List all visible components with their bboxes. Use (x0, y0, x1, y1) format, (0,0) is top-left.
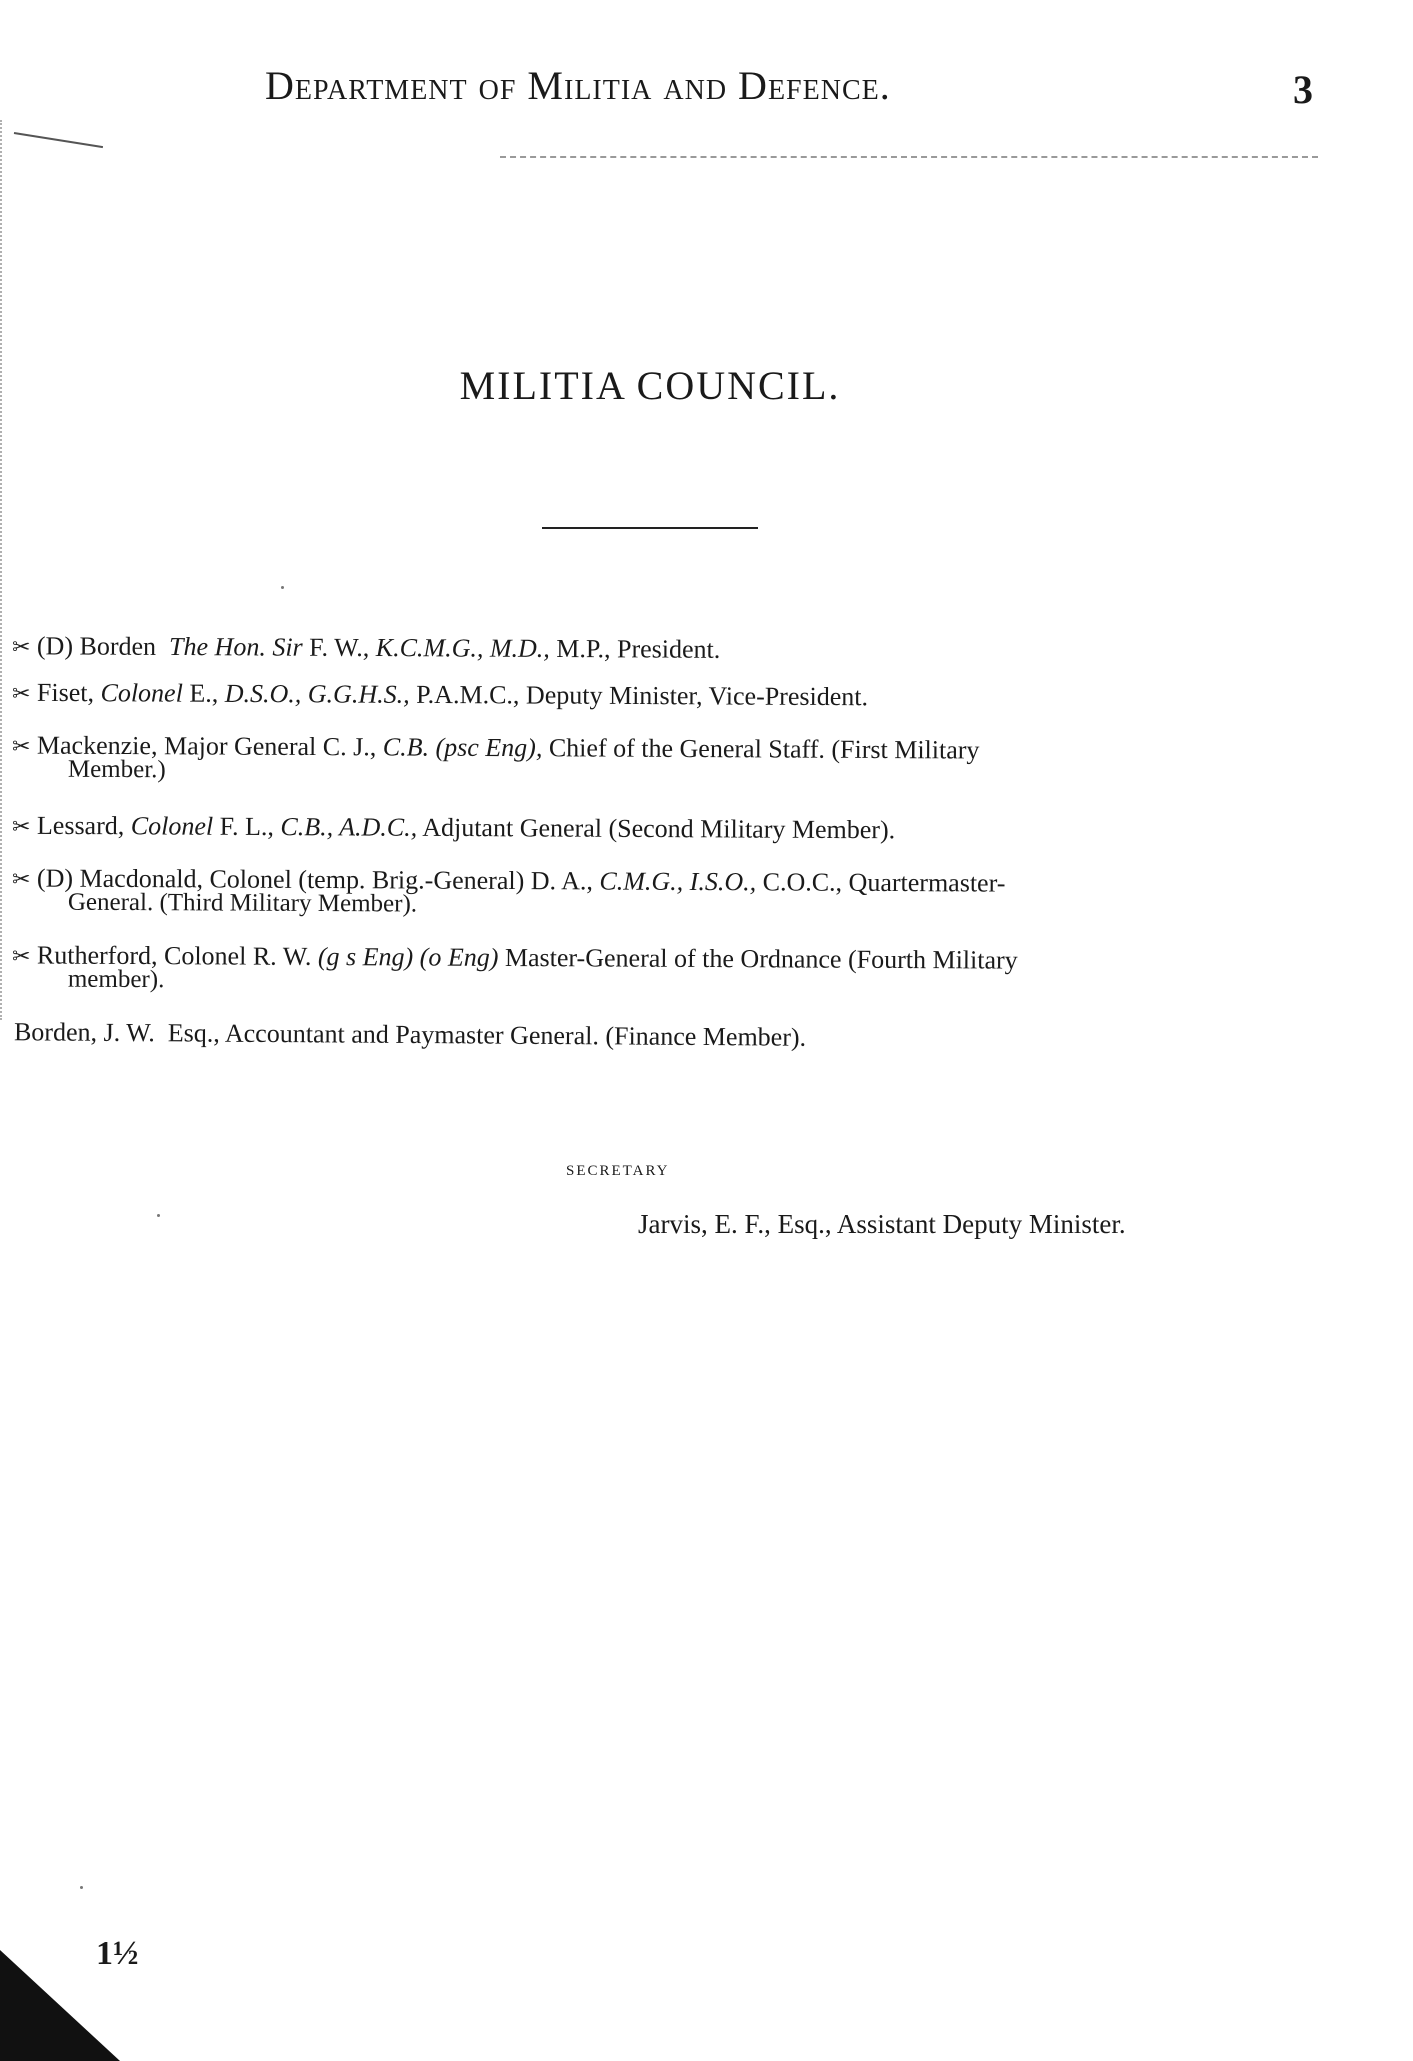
member-surname: Mackenzie, (36, 730, 158, 761)
member-rank: Colonel (163, 941, 247, 971)
member-entry (11, 730, 980, 784)
margin-pen-stroke (14, 132, 103, 148)
member-role: Master-General of the Ordnance (Fourth Military (504, 942, 1018, 975)
member-role: M.P., President. (556, 633, 721, 664)
member-entry (13, 1017, 807, 1052)
page-number: 3 (1293, 67, 1313, 112)
member-honours: C.M.G., I.S.O., (599, 866, 757, 897)
scissors-icon: ✂ (11, 635, 31, 661)
member-prefix: (D) (36, 863, 74, 893)
member-entry (11, 677, 869, 712)
running-header: Department of Militia and Defence. (265, 63, 891, 108)
member-surname: Lessard, (36, 810, 125, 841)
member-honours: K.C.M.G., M.D., (375, 633, 550, 663)
member-continuation: Member.) (67, 755, 166, 784)
scissors-icon: ✂ (11, 944, 31, 970)
member-initials: C. J., (322, 732, 377, 762)
paper-speck (281, 586, 284, 589)
member-surname: Borden, (13, 1017, 98, 1047)
member-surname: Borden (79, 631, 157, 661)
member-role: Adjutant General (Second Military Member). (422, 812, 896, 845)
member-honours: C.B., A.D.C., (280, 812, 418, 842)
member-rank: Colonel (100, 678, 183, 708)
member-role: Esq., Accountant and Paymaster General. (Finance Member). (167, 1018, 807, 1052)
member-honours: C.B. (psc Eng), (382, 732, 543, 763)
member-surname: Fiset, (36, 677, 95, 708)
member-initials: F. W., (309, 632, 370, 663)
member-rank: Colonel (130, 811, 214, 841)
member-entry (11, 940, 1018, 994)
paper-speck (80, 1886, 83, 1889)
title-divider (542, 527, 758, 529)
member-continuation: General. (Third Military Member). (67, 888, 418, 918)
member-initials: F. L., (219, 811, 274, 842)
scissors-icon: ✂ (11, 867, 31, 893)
member-initials: J. W. (103, 1017, 155, 1048)
member-role: Chief of the General Staff. (First Military (548, 733, 980, 765)
member-surname: Rutherford, (36, 940, 158, 971)
page-edge-marks (0, 120, 2, 1020)
scissors-icon: ✂ (11, 734, 31, 760)
member-honours: (g s Eng) (o Eng) (317, 941, 499, 972)
member-prefix: (D) (36, 631, 74, 661)
paper-speck (157, 1214, 160, 1217)
secretary-heading: secretary (566, 1155, 670, 1180)
member-initials: R. W. (252, 941, 312, 971)
council-title: MILITIA COUNCIL. (459, 363, 841, 408)
member-entry (11, 863, 1006, 918)
header-rule (500, 156, 1318, 158)
member-role: C.O.C., Quartermaster- (762, 867, 1006, 898)
member-continuation: member). (67, 965, 165, 994)
member-initials: E., (189, 678, 219, 708)
member-role: P.A.M.C., Deputy Minister, Vice-President. (416, 679, 869, 712)
scissors-icon: ✂ (11, 681, 31, 707)
secretary-name: Jarvis, E. F., Esq., Assistant Deputy Minister. (638, 1209, 1126, 1239)
member-entry (11, 810, 896, 845)
member-initials: D. A., (530, 866, 594, 896)
member-rank: Colonel (temp. Brig.-General) (209, 864, 525, 896)
member-rank: Major General (163, 731, 317, 762)
member-honours: D.S.O., G.G.H.S., (224, 678, 410, 709)
member-surname: Macdonald, (79, 863, 204, 894)
corner-annotation: 1½ (96, 1935, 139, 1972)
member-entry (11, 631, 721, 664)
member-rank: The Hon. Sir (169, 631, 303, 662)
scissors-icon: ✂ (11, 814, 31, 840)
